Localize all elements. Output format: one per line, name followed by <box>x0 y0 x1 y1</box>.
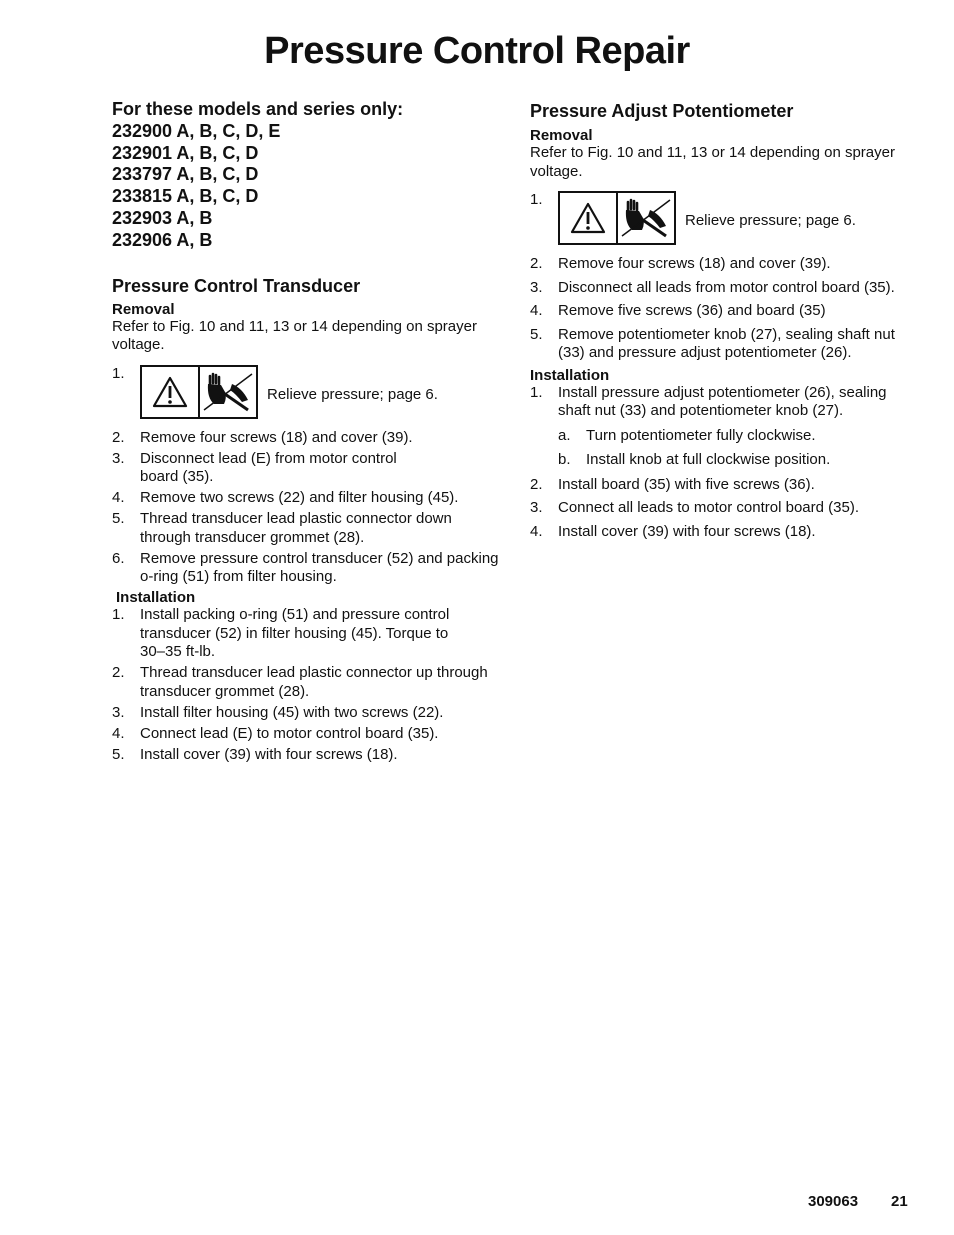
section-title-transducer: Pressure Control Transducer <box>112 275 361 296</box>
step-number: 1. <box>112 364 125 382</box>
warning-triangle-icon <box>142 367 198 417</box>
page-title: Pressure Control Repair <box>264 30 690 72</box>
list-item: 3. Disconnect lead (E) from motor control board (35). <box>112 449 397 486</box>
relieve-pressure-step <box>530 191 920 245</box>
list-item: 3. Disconnect all leads from motor control board (35). <box>530 278 895 296</box>
installation-steps <box>530 384 920 542</box>
list-item: 3. Connect all leads to motor control board (35). <box>530 499 859 516</box>
list-item: 4. Install cover (39) with four screws (18). <box>530 522 816 540</box>
list-item: 2. Remove four screws (18) and cover (39). <box>112 428 413 446</box>
list-item: 2. Remove four screws (18) and cover (39). <box>530 255 831 272</box>
list-item: 4. Remove two screws (22) and filter housing (45). <box>112 489 459 507</box>
model-line: 232903 A, B <box>112 207 213 228</box>
list-item: 6. Remove pressure control transducer (52) and packing o-ring (51) from filter housing. <box>112 549 499 586</box>
list-item: 2. Install board (35) with five screws (36). <box>530 475 815 493</box>
right-column <box>530 99 920 544</box>
list-item: 4. Remove five screws (36) and board (35) <box>530 302 826 319</box>
model-line: 233797 A, B, C, D <box>112 164 259 185</box>
installation-steps <box>112 606 502 764</box>
installation-heading: Installation <box>116 589 196 607</box>
injection-hazard-hand-icon <box>198 367 256 417</box>
list-item: a. Turn potentiometer fully clockwise. <box>558 426 816 444</box>
injection-hazard-hand-icon <box>616 193 674 243</box>
warning-symbols <box>558 191 676 245</box>
removal-heading: Removal <box>112 300 175 318</box>
removal-intro: Refer to Fig. 10 and 11, 13 or 14 depending on sprayer voltage. <box>112 317 477 354</box>
step-number: 1. <box>530 191 543 208</box>
model-line: 232901 A, B, C, D <box>112 142 259 163</box>
list-item: 5. Remove potentiometer knob (27), sealing shaft nut (33) and pressure adjust potentiometer (26). <box>530 325 895 361</box>
removal-steps <box>112 429 502 587</box>
section-title-potentiometer: Pressure Adjust Potentiometer <box>530 101 794 121</box>
model-line: 232900 A, B, C, D, E <box>112 120 281 141</box>
left-column <box>112 99 502 767</box>
relieve-pressure-step <box>112 365 502 419</box>
removal-steps <box>530 255 920 363</box>
list-item: 5. Thread transducer lead plastic connector down through transducer grommet (28). <box>112 510 452 546</box>
relieve-pressure-text: Relieve pressure; page 6. <box>267 385 438 403</box>
models-list <box>112 99 502 252</box>
installation-heading: Installation <box>530 366 610 384</box>
model-line: 232906 A, B <box>112 229 213 250</box>
model-line: 233815 A, B, C, D <box>112 186 259 207</box>
list-item: 1. Install pressure adjust potentiometer (26), sealing shaft nut (33) and potentiometer knob (27). <box>530 383 887 419</box>
warning-symbols <box>140 365 258 419</box>
warning-triangle-icon <box>560 193 616 243</box>
list-item: 4. Connect lead (E) to motor control board (35). <box>112 724 439 742</box>
list-item: 1. Install packing o-ring (51) and pressure control transducer (52) in filter housing (45). Torque to 30–35 ft-lb. <box>112 606 450 661</box>
list-item: 2. Thread transducer lead plastic connector up through transducer grommet (28). <box>112 664 488 700</box>
page-number: 21 <box>891 1193 908 1210</box>
list-item: b. Install knob at full clockwise position. <box>558 451 831 468</box>
document-number: 309063 <box>808 1193 859 1210</box>
removal-intro: Refer to Fig. 10 and 11, 13 or 14 depending on sprayer voltage. <box>530 144 895 180</box>
list-item: 5. Install cover (39) with four screws (18). <box>112 745 398 763</box>
removal-heading: Removal <box>530 127 593 144</box>
models-heading: For these models and series only: <box>112 99 404 119</box>
relieve-pressure-text: Relieve pressure; page 6. <box>685 212 856 229</box>
list-item: 3. Install filter housing (45) with two screws (22). <box>112 703 444 721</box>
